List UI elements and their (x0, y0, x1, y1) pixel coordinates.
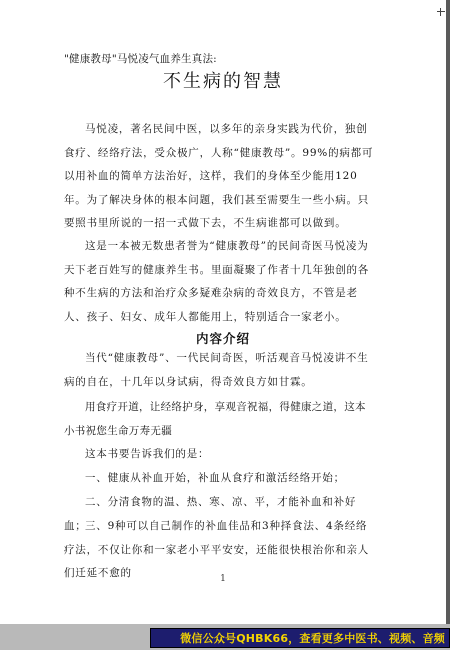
page-edge (446, 0, 450, 624)
content-paragraph-1: 当代“健康教母”、一代民间奇医，听活观音马悦凌讲不生病的自在，十几年以身试病，得奇效良方如甘霖。 (64, 352, 369, 388)
content-paragraph-6: 三、9种可以自己制作的补血佳品和3种择食法、4条经络疗法，不仅让你和一家老小平平安安，还能很快根治你和亲人们迁延不愈的 (64, 520, 370, 579)
watermark-text: 微信公众号QHBK66，查看更多中医书、视频、音频 (180, 632, 445, 645)
intro-paragraph-1: 马悦凌，著名民间中医，以多年的亲身实践为代价，独创食疗、经络疗法，受众极广，人称“健康教母”。99%的病都可以用补血的简单方法治好，这样，我们的身体至少能用120年。为了解决身体的根本问题，我们甚至需要生一些小病。只要照书里所说的一招一式做下去，不生病谁都可以做到。 (64, 123, 374, 229)
document-subtitle: "健康教母"马悦凌气血养生真法: (64, 53, 217, 65)
content-paragraph-3: 这本书要告诉我们的是： (85, 448, 210, 460)
page-number: 1 (220, 574, 226, 584)
content-paragraph-5: 二、分清食物的温、热、寒、凉、平，才能补血和补好血； (64, 496, 357, 532)
watermark-banner (150, 628, 450, 648)
section-heading: 内容介绍 (195, 331, 250, 346)
crop-mark-icon (437, 8, 445, 16)
content-paragraph-2: 用食疗开道，让经络护身，享观音祝福，得健康之道，这本小书祝您生命万寿无疆 (64, 401, 366, 437)
intro-paragraph-2: 这是一本被无数患者誉为“健康教母”的民间奇医马悦凌为天下老百姓写的健康养生书。里面凝聚了作者十几年独创的各种不生病的方法和治疗众多疑难杂病的奇效良方，不管是老人、孩子、妇女、成年人都能用上，特别适合一家老小。 (64, 240, 370, 323)
document-title: 不生病的智慧 (163, 71, 283, 92)
content-paragraph-4: 一、健康从补血开始，补血从食疗和激活经络开始； (85, 472, 345, 484)
